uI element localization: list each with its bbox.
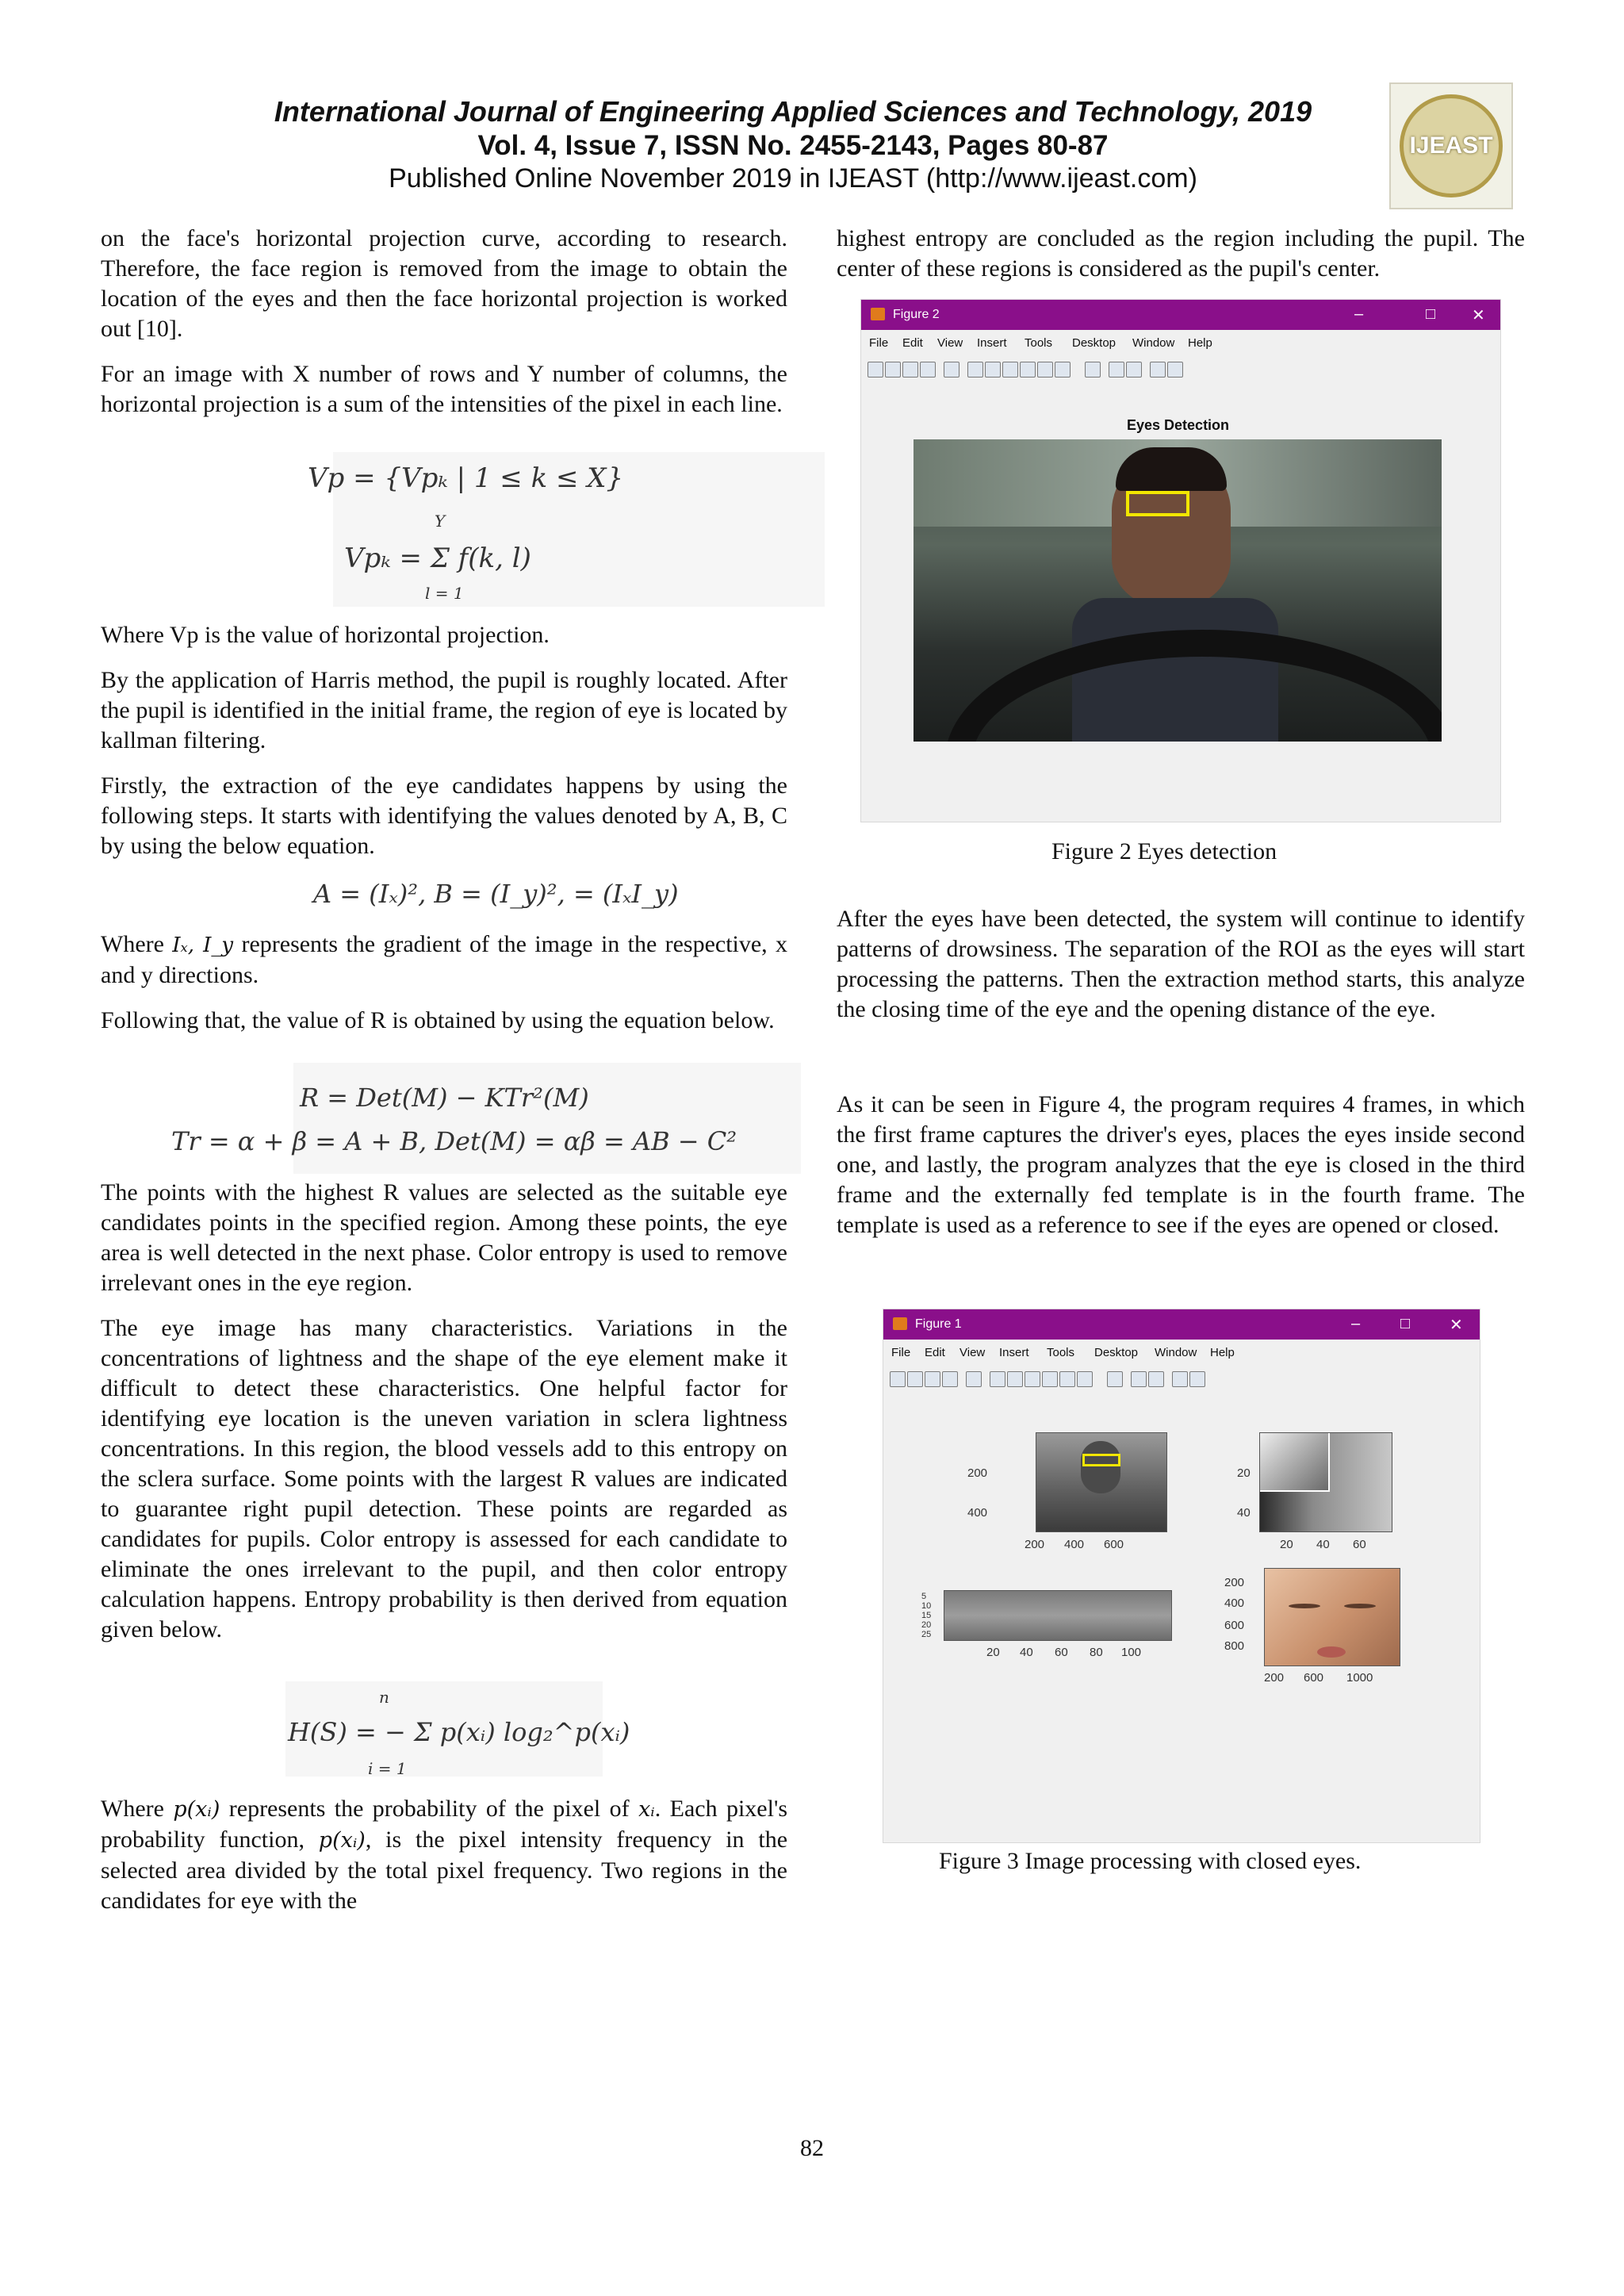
equation-r: R = Det(M) − KTr²(M)	[300, 1083, 589, 1113]
zoom-in-icon[interactable]	[967, 362, 983, 378]
pan-icon[interactable]	[1002, 362, 1018, 378]
p6-rest: represents the gradient of the image in the respective, x and y directions.	[101, 931, 788, 988]
p10-x-symbol: xᵢ	[638, 1797, 655, 1822]
sp3-ytick: 20	[921, 1620, 932, 1630]
data-cursor-icon[interactable]	[1037, 362, 1053, 378]
journal-logo	[1389, 82, 1513, 209]
left-paragraph-10	[101, 1794, 787, 1916]
sp4-xtick: 1000	[1346, 1671, 1373, 1685]
sp3-ytick: 15	[921, 1611, 932, 1620]
menu-window[interactable]: Window	[1155, 1346, 1197, 1359]
p6-gradient-symbol: Iₓ, I_y	[172, 933, 234, 957]
p10-text-c: . Each pixel's probability function,	[101, 1796, 788, 1853]
equation-vpk: Vpₖ = Σ f(k, l)	[344, 542, 531, 574]
menu-view[interactable]: View	[959, 1346, 986, 1359]
menu-view[interactable]: View	[937, 336, 963, 350]
sp4-ytick: 200	[1224, 1576, 1245, 1589]
right-paragraph-2: After the eyes have been detected, the system will continue to identify patterns of drowsiness. The separation of the ROI as the eyes will start processing the patterns. Then the extraction method starts, this analyze the closing time of the eye and the opening distance of the eye.	[837, 906, 1525, 1022]
subplot-1-eye-box	[1082, 1454, 1120, 1466]
sp4-xtick: 200	[1264, 1671, 1285, 1685]
sp3-xtick: 80	[1090, 1646, 1103, 1659]
save-icon[interactable]	[925, 1371, 940, 1387]
right-paragraph-1: highest entropy are concluded as the region including the pupil. The center of these regions is considered as the pupil's center.	[837, 225, 1525, 282]
new-figure-icon[interactable]	[890, 1371, 906, 1387]
figure-3-menubar	[883, 1341, 1480, 1365]
sp2-ytick: 40	[1237, 1506, 1251, 1520]
left-paragraph-2: For an image with X number of rows and Y number of columns, the horizontal projection is a sum of the intensities of the pixel in each line.	[101, 361, 787, 417]
menu-insert[interactable]: Insert	[977, 336, 1007, 350]
menu-edit[interactable]: Edit	[925, 1346, 945, 1359]
eyes-detection-photo	[914, 439, 1442, 742]
menu-help[interactable]: Help	[1188, 336, 1212, 350]
show-tools-icon[interactable]	[1167, 362, 1183, 378]
logo-seal: IJEAST	[1400, 94, 1503, 197]
menu-edit[interactable]: Edit	[902, 336, 923, 350]
figure-3-caption: Figure 3 Image processing with closed eyes.	[939, 1848, 1362, 1874]
p10-prob-symbol: p(xᵢ)	[173, 1797, 220, 1822]
left-column-mid	[101, 620, 787, 876]
sp4-ytick: 800	[1224, 1639, 1245, 1653]
data-cursor-icon[interactable]	[1059, 1371, 1075, 1387]
legend-icon[interactable]	[1148, 1371, 1164, 1387]
link-icon[interactable]	[1107, 1371, 1123, 1387]
figure-2-caption: Figure 2 Eyes detection	[1051, 838, 1277, 864]
sp3-xtick: 20	[986, 1646, 1000, 1659]
sp2-xtick: 40	[1316, 1538, 1330, 1551]
maximize-icon[interactable]: □	[1400, 1315, 1411, 1332]
p6-where: Where	[101, 931, 164, 957]
sp3-xtick: 60	[1055, 1646, 1068, 1659]
zoom-out-icon[interactable]	[985, 362, 1001, 378]
figure-3-window	[883, 1309, 1480, 1843]
pointer-icon[interactable]	[944, 362, 959, 378]
left-paragraph-4: By the application of Harris method, the pupil is roughly located. After the pupil is identified in the initial frame, the region of eye is located by kallman filtering.	[101, 667, 787, 753]
menu-help[interactable]: Help	[1210, 1346, 1235, 1359]
save-icon[interactable]	[902, 362, 918, 378]
matlab-figure-icon	[893, 1317, 907, 1330]
print-icon[interactable]	[920, 362, 936, 378]
right-column-lower	[837, 1090, 1525, 1255]
equation-entropy-upper: n	[379, 1688, 389, 1707]
maximize-icon[interactable]: □	[1426, 305, 1436, 323]
p10-where: Where	[101, 1796, 164, 1822]
colorbar-icon[interactable]	[1109, 362, 1124, 378]
sp2-ytick: 20	[1237, 1466, 1251, 1480]
hide-tools-icon[interactable]	[1172, 1371, 1188, 1387]
sp1-xtick: 600	[1104, 1538, 1124, 1551]
subplot-4-template-face	[1264, 1568, 1400, 1666]
right-column-top	[837, 224, 1525, 299]
left-column-bottom	[101, 1794, 787, 1931]
figure-2-titlebar	[861, 300, 1500, 330]
rotate-icon[interactable]	[1020, 362, 1036, 378]
plot-title-eyes-detection: Eyes Detection	[1127, 417, 1230, 433]
left-column-lower	[101, 1178, 787, 1660]
equation-trace: Tr = α + β = A + B, Det(M) = αβ = AB − C²	[171, 1126, 737, 1156]
subplot-3-closed-eyes	[944, 1590, 1172, 1641]
equation-vp: Vp = {Vpₖ | 1 ≤ k ≤ X}	[308, 462, 624, 494]
new-figure-icon[interactable]	[868, 362, 883, 378]
menu-file[interactable]: File	[891, 1346, 911, 1359]
show-tools-icon[interactable]	[1189, 1371, 1205, 1387]
figure-2-window-title: Figure 2	[893, 308, 940, 321]
menu-insert[interactable]: Insert	[999, 1346, 1029, 1359]
menu-window[interactable]: Window	[1132, 336, 1175, 350]
subplot-1-driver-frame	[1036, 1432, 1167, 1532]
sp4-xtick: 600	[1304, 1671, 1324, 1685]
rotate-icon[interactable]	[1042, 1371, 1058, 1387]
sp1-xtick: 200	[1025, 1538, 1045, 1551]
equation-vpk-lower: l = 1	[425, 584, 464, 603]
sp4-ytick: 600	[1224, 1619, 1245, 1632]
equation-entropy-lower: i = 1	[368, 1759, 407, 1778]
open-file-icon[interactable]	[885, 362, 901, 378]
zoom-in-icon[interactable]	[990, 1371, 1005, 1387]
p10-prob-symbol-2: p(xᵢ)	[318, 1828, 366, 1853]
p10-text-d: , is the pixel intensity frequency in the selected area divided by the total pixel frequency. Two regions in the candidates for eye with the	[101, 1826, 788, 1914]
link-icon[interactable]	[1085, 362, 1101, 378]
close-icon[interactable]: ✕	[1450, 1317, 1463, 1334]
figure-2-window	[860, 299, 1501, 822]
hide-tools-icon[interactable]	[1150, 362, 1166, 378]
equation-abc: A = (Iₓ)², B = (I_y)², = (IₓI_y)	[313, 879, 679, 909]
subplot-2-inset	[1260, 1433, 1330, 1492]
menu-desktop[interactable]: Desktop	[1094, 1346, 1139, 1359]
sp3-xtick: 100	[1121, 1646, 1142, 1659]
sp3-ytick: 5	[921, 1592, 927, 1601]
figure-3-window-title: Figure 1	[915, 1317, 962, 1331]
left-paragraph-1: on the face's horizontal projection curve, according to research. Therefore, the face region is removed from the image to obtain the location of the eyes and then the face horizontal projection is worked out [10].	[101, 225, 787, 342]
journal-volume: Vol. 4, Issue 7, ISSN No. 2455-2143, Pages 80-87	[477, 130, 1109, 161]
sp3-yticks	[921, 1592, 939, 1639]
sp1-ytick: 200	[967, 1466, 988, 1480]
left-paragraph-6	[101, 930, 787, 991]
subplot-2-eye-crop	[1259, 1432, 1392, 1532]
menu-desktop[interactable]: Desktop	[1072, 336, 1116, 350]
left-column-gradient	[101, 930, 787, 1051]
menu-tools[interactable]: Tools	[1025, 336, 1053, 350]
minimize-icon[interactable]: –	[1354, 305, 1364, 323]
left-paragraph-5: Firstly, the extraction of the eye candidates happens by using the following steps. It starts with identifying the values denoted by A, B, C by using the below equation.	[101, 772, 787, 859]
page-number: 82	[800, 2135, 824, 2161]
figure-2-toolbar	[861, 357, 1500, 384]
left-paragraph-9: The eye image has many characteristics. Variations in the concentrations of lightness and the shape of the eye element make it difficult to detect these characteristics. One helpful factor for identifying eye location is the uneven variation in sclera lightness concentrations. In this region, the blood vessels add to this entropy on the sclera surface. Some points with the largest R values are indicated to guarantee right pupil detection. These points are regarded as candidates for pupils. Color entropy is assessed for each candidate to eliminate the ones irrelevant to the pupil, and then color entropy calculation happens. Entropy probability is then derived from equation given below.	[101, 1315, 787, 1642]
menu-tools[interactable]: Tools	[1047, 1346, 1075, 1359]
left-paragraph-7: Following that, the value of R is obtained by using the equation below.	[101, 1007, 775, 1033]
menu-file[interactable]: File	[869, 336, 889, 350]
brush-icon[interactable]	[1055, 362, 1071, 378]
open-file-icon[interactable]	[907, 1371, 923, 1387]
sp4-ytick: 400	[1224, 1596, 1245, 1610]
brush-icon[interactable]	[1077, 1371, 1093, 1387]
template-right-eye	[1344, 1604, 1376, 1608]
figure-3-titlebar	[883, 1309, 1480, 1340]
journal-published: Published Online November 2019 in IJEAST (http://www.ijeast.com)	[389, 163, 1197, 194]
pan-icon[interactable]	[1025, 1371, 1040, 1387]
steering-wheel	[945, 630, 1442, 742]
figure-3-toolbar	[883, 1366, 1480, 1393]
equation-box-2	[293, 1063, 801, 1174]
colorbar-icon[interactable]	[1131, 1371, 1147, 1387]
sp1-xtick: 400	[1064, 1538, 1085, 1551]
figure-2-menubar	[861, 332, 1500, 355]
zoom-out-icon[interactable]	[1007, 1371, 1023, 1387]
eye-detection-box	[1126, 491, 1189, 516]
equation-vpk-upper: Y	[435, 512, 446, 531]
driver-hair	[1116, 447, 1227, 491]
right-paragraph-3: As it can be seen in Figure 4, the program requires 4 frames, in which the first frame captures the driver's eyes, places the eyes inside second one, and lastly, the program analyzes that the eye is closed in the third frame and the externally fed template is in the fourth frame. The template is used as a reference to see if the eyes are opened or closed.	[837, 1091, 1525, 1238]
sp3-ytick: 10	[921, 1601, 932, 1611]
left-column-top	[101, 224, 787, 435]
print-icon[interactable]	[942, 1371, 958, 1387]
pointer-icon[interactable]	[966, 1371, 982, 1387]
right-column-mid	[837, 904, 1525, 1040]
close-icon[interactable]: ✕	[1472, 307, 1485, 324]
matlab-figure-icon	[871, 308, 885, 320]
equation-entropy: H(S) = − Σ p(xᵢ) log₂^p(xᵢ)	[288, 1717, 630, 1747]
sp1-ytick: 400	[967, 1506, 988, 1520]
sp3-ytick: 25	[921, 1630, 932, 1639]
subplot-1-face	[1081, 1441, 1120, 1493]
p10-text-b: represents the probability of the pixel of	[228, 1796, 630, 1822]
left-paragraph-3: Where Vp is the value of horizontal projection.	[101, 622, 550, 648]
legend-icon[interactable]	[1126, 362, 1142, 378]
sp2-xtick: 20	[1280, 1538, 1293, 1551]
left-paragraph-8: The points with the highest R values are selected as the suitable eye candidates points in the specified region. Among these points, the eye area is well detected in the next phase. Color entropy is used to remove irrelevant ones in the eye region.	[101, 1179, 787, 1296]
template-left-eye	[1289, 1604, 1320, 1608]
template-lips	[1317, 1646, 1346, 1658]
sp2-xtick: 60	[1353, 1538, 1366, 1551]
minimize-icon[interactable]: –	[1351, 1315, 1361, 1332]
journal-title: International Journal of Engineering Applied Sciences and Technology, 2019	[274, 95, 1312, 128]
sp3-xtick: 40	[1020, 1646, 1033, 1659]
